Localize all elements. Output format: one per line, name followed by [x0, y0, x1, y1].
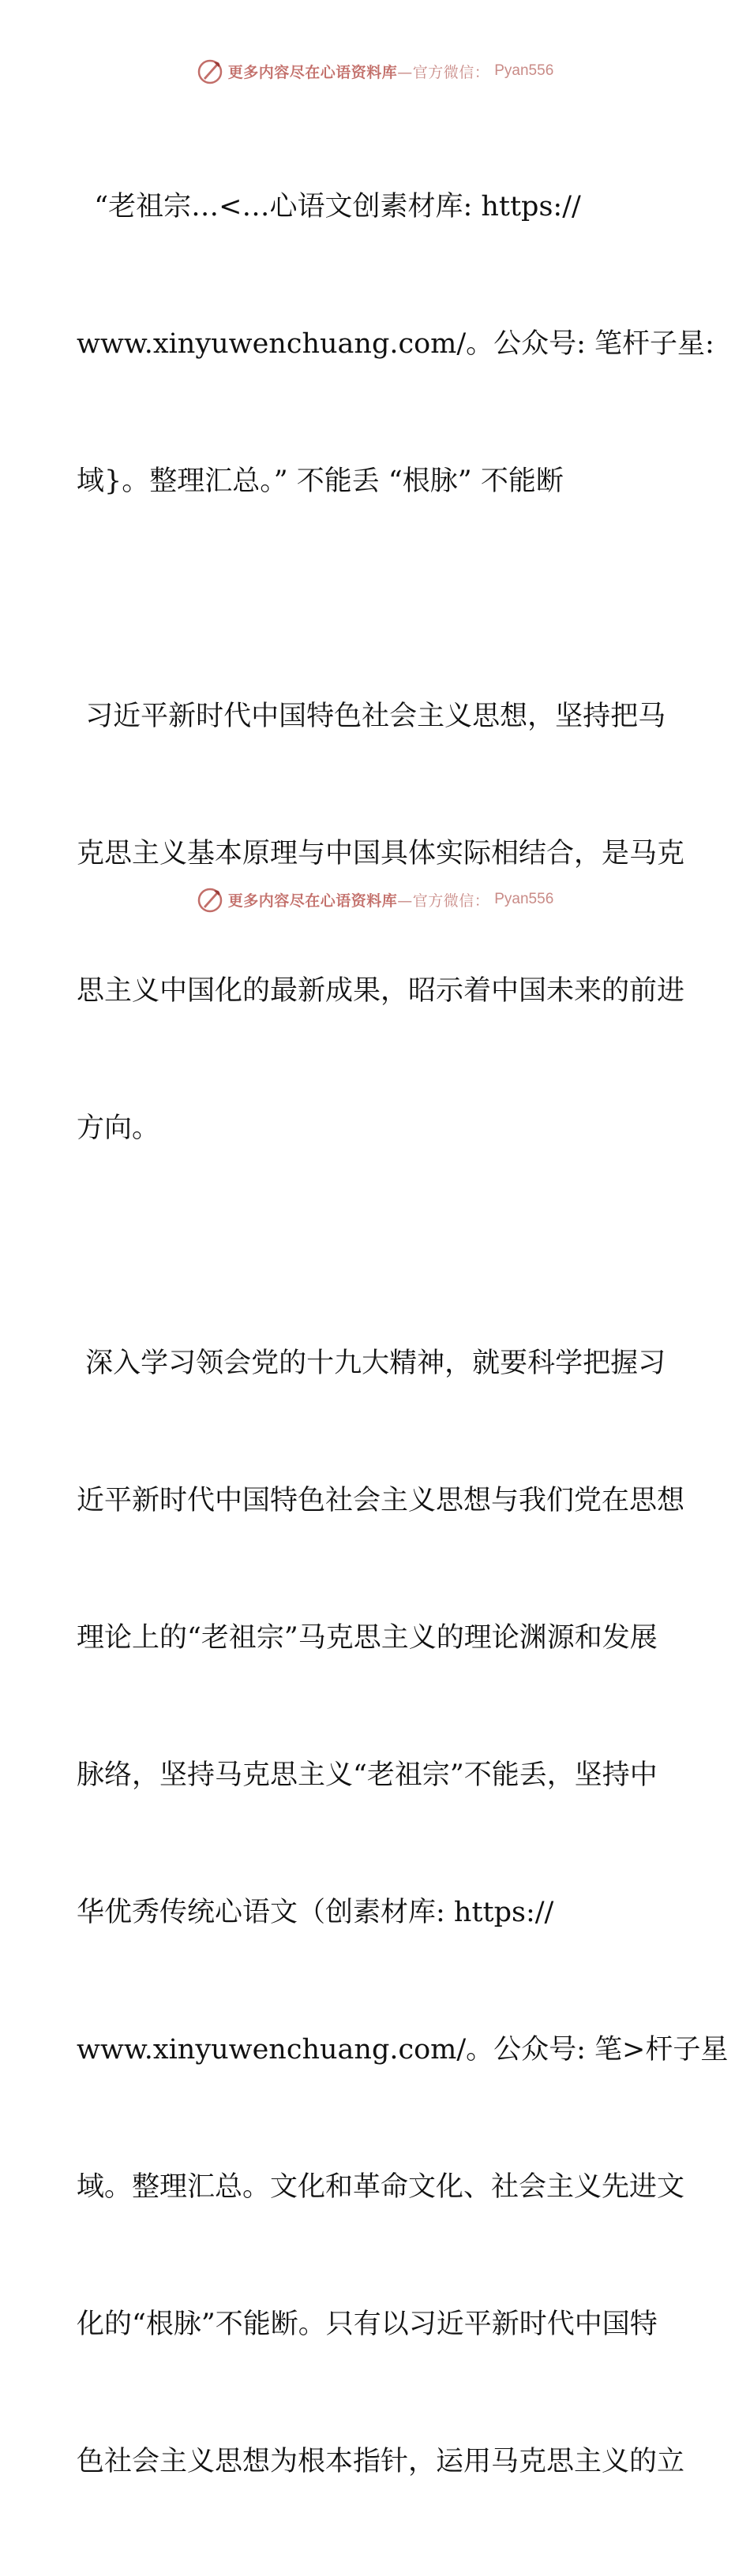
- banner-title: 更多内容尽在心语资料库: [227, 63, 398, 81]
- text-line: 华优秀传统心语文（创素材库: https://: [77, 1897, 554, 1928]
- banner-wechat-label: —官方微信：: [397, 63, 490, 81]
- text-line: 克思主义基本原理与中国具体实际相结合，是马克: [77, 838, 685, 869]
- text-line: 化的“根脉”不能断。只有以习近平新时代中国特: [77, 2309, 658, 2340]
- text-line: “老祖宗…<…心语文创素材库: https://: [77, 191, 581, 222]
- banner-wechat-label: —官方微信：: [397, 892, 490, 910]
- banner-title: 更多内容尽在心语资料库: [227, 892, 398, 910]
- banner-wechat-id: Pyan556: [494, 62, 554, 79]
- text-line: 理论上的“老祖宗”马克思主义的理论渊源和发展: [77, 1622, 658, 1654]
- quill-pen-logo-icon: [197, 58, 223, 84]
- quill-pen-logo-icon: [197, 886, 223, 913]
- text-line: 深入学习领会党的十九大精神，就要科学把握习: [77, 1348, 666, 1379]
- paragraph-1: [77, 92, 714, 596]
- text-line: 方向。: [77, 1112, 160, 1144]
- banner-wechat-id: Pyan556: [494, 891, 554, 907]
- text-line: www.xinyuwenchuang.com/。公众号: 笔杆子星:: [77, 328, 714, 360]
- text-line: 域}。整理汇总。” 不能丢 “根脉” 不能断: [77, 465, 564, 497]
- banner-text: [228, 889, 490, 910]
- paragraph-2: [77, 602, 685, 1243]
- header-banner: [0, 55, 750, 87]
- text-line: 色社会主义思想为根本指针，运用马克思主义的立: [77, 2446, 685, 2477]
- text-line: 脉络，坚持马克思主义“老祖宗”不能丢，坚持中: [77, 1759, 658, 1791]
- banner-text: [228, 61, 490, 82]
- paragraph-3: [77, 1249, 729, 2576]
- text-line: www.xinyuwenchuang.com/。公众号: 笔>杆子星: [77, 2034, 729, 2066]
- text-line: 域。整理汇总。文化和革命文化、社会主义先进文: [77, 2171, 685, 2203]
- text-line: 思主义中国化的最新成果，昭示着中国未来的前进: [77, 975, 685, 1007]
- footer-banner: [0, 884, 750, 915]
- text-line: 近平新时代中国特色社会主义思想与我们党在思想: [77, 1485, 685, 1516]
- document-body: [77, 92, 729, 2576]
- text-line: 习近平新时代中国特色社会主义思想，坚持把马: [77, 701, 666, 732]
